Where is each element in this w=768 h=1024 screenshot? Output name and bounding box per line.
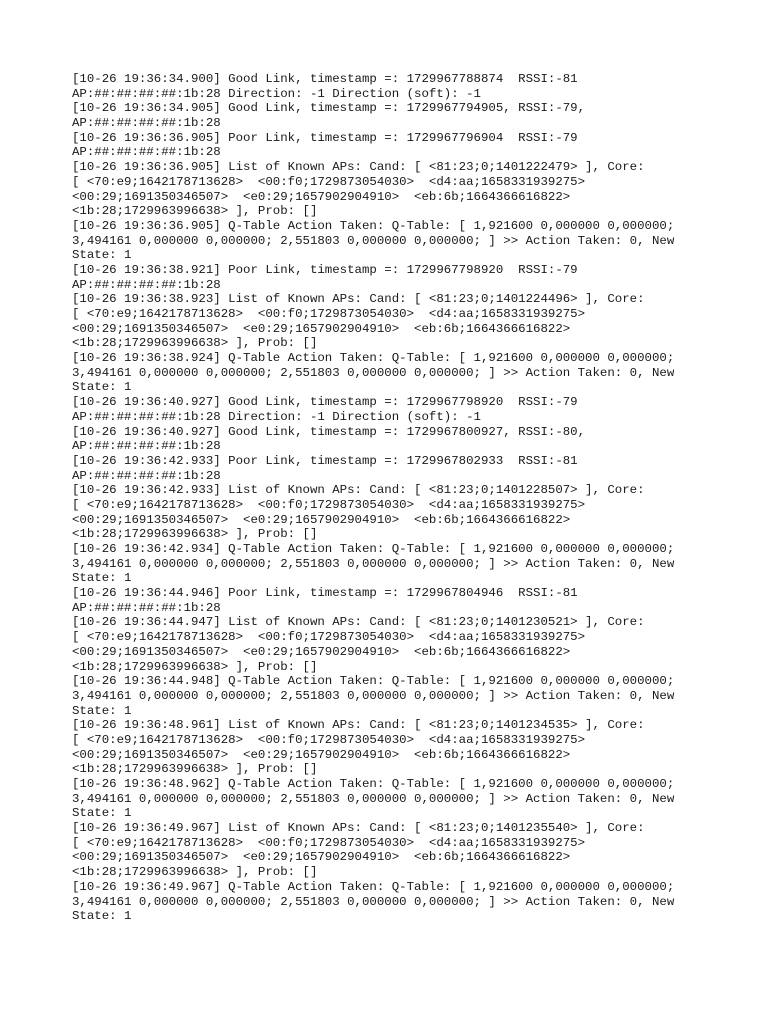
log-line: [10-26 19:36:44.948] Q-Table Action Taken: Q-Table: [ 1,921600 0,000000 0,000000; bbox=[72, 674, 675, 689]
log-line: <00:29;1691350346507> <e0:29;1657902904910> <eb:6b;1664366616822> bbox=[72, 850, 571, 865]
log-line: AP:##:##:##:##:1b:28 Direction: -1 Direction (soft): -1 bbox=[72, 409, 481, 424]
log-line: <1b:28;1729963996638> ], Prob: [] bbox=[72, 204, 318, 219]
log-line: [10-26 19:36:36.905] Q-Table Action Taken: Q-Table: [ 1,921600 0,000000 0,000000; bbox=[72, 218, 675, 233]
log-line: <1b:28;1729963996638> ], Prob: [] bbox=[72, 865, 318, 880]
log-line: AP:##:##:##:##:1b:28 bbox=[72, 600, 221, 615]
log-line: [10-26 19:36:38.924] Q-Table Action Taken: Q-Table: [ 1,921600 0,000000 0,000000; bbox=[72, 351, 675, 366]
log-line: 3,494161 0,000000 0,000000; 2,551803 0,000000 0,000000; ] >> Action Taken: 0, New bbox=[72, 791, 675, 806]
log-line: State: 1 bbox=[72, 909, 132, 924]
log-line: [10-26 19:36:38.921] Poor Link, timestamp =: 1729967798920 RSSI:-79 bbox=[72, 262, 578, 277]
log-line: 3,494161 0,000000 0,000000; 2,551803 0,000000 0,000000; ] >> Action Taken: 0, New bbox=[72, 556, 675, 571]
log-line: [10-26 19:36:36.905] Poor Link, timestamp =: 1729967796904 RSSI:-79 bbox=[72, 130, 578, 145]
log-line: 3,494161 0,000000 0,000000; 2,551803 0,000000 0,000000; ] >> Action Taken: 0, New bbox=[72, 688, 675, 703]
log-line: <00:29;1691350346507> <e0:29;1657902904910> <eb:6b;1664366616822> bbox=[72, 189, 571, 204]
log-line: <00:29;1691350346507> <e0:29;1657902904910> <eb:6b;1664366616822> bbox=[72, 321, 571, 336]
log-line: [10-26 19:36:34.905] Good Link, timestamp =: 1729967794905, RSSI:-79, bbox=[72, 101, 586, 116]
log-line: [10-26 19:36:48.962] Q-Table Action Taken: Q-Table: [ 1,921600 0,000000 0,000000; bbox=[72, 777, 675, 791]
log-line: State: 1 bbox=[72, 571, 132, 586]
log-line: <1b:28;1729963996638> ], Prob: [] bbox=[72, 336, 318, 351]
log-line: <00:29;1691350346507> <e0:29;1657902904910> <eb:6b;1664366616822> bbox=[72, 512, 571, 527]
log-line: [10-26 19:36:38.923] List of Known APs: Cand: [ <81:23;0;1401224496> ], Core: bbox=[72, 292, 645, 307]
log-line: AP:##:##:##:##:1b:28 bbox=[72, 116, 221, 131]
log-line: [ <70:e9;1642178713628> <00:f0;1729873054030> <d4:aa;1658331939275> bbox=[72, 307, 586, 321]
log-line: [10-26 19:36:40.927] Good Link, timestamp =: 1729967798920 RSSI:-79 bbox=[72, 395, 578, 410]
log-line: [10-26 19:36:40.927] Good Link, timestamp =: 1729967800927, RSSI:-80, bbox=[72, 424, 586, 439]
log-line: AP:##:##:##:##:1b:28 bbox=[72, 468, 221, 483]
log-line: <00:29;1691350346507> <e0:29;1657902904910> <eb:6b;1664366616822> bbox=[72, 747, 571, 762]
log-line: State: 1 bbox=[72, 806, 132, 821]
log-line: State: 1 bbox=[72, 703, 132, 718]
log-line: [ <70:e9;1642178713628> <00:f0;1729873054030> <d4:aa;1658331939275> bbox=[72, 835, 586, 850]
log-line: <1b:28;1729963996638> ], Prob: [] bbox=[72, 527, 318, 542]
log-line: [10-26 19:36:49.967] Q-Table Action Taken: Q-Table: [ 1,921600 0,000000 0,000000; bbox=[72, 879, 675, 894]
log-line: [ <70:e9;1642178713628> <00:f0;1729873054030> <d4:aa;1658331939275> bbox=[72, 174, 586, 189]
log-line: <1b:28;1729963996638> ], Prob: [] bbox=[72, 762, 318, 777]
log-line: AP:##:##:##:##:1b:28 bbox=[72, 439, 221, 454]
log-line: 3,494161 0,000000 0,000000; 2,551803 0,000000 0,000000; ] >> Action Taken: 0, New bbox=[72, 365, 675, 380]
log-line: [10-26 19:36:44.947] List of Known APs: Cand: [ <81:23;0;1401230521> ], Core: bbox=[72, 615, 645, 630]
log-line: [10-26 19:36:42.933] List of Known APs: Cand: [ <81:23;0;1401228507> ], Core: bbox=[72, 483, 645, 498]
log-line: [10-26 19:36:42.933] Poor Link, timestamp =: 1729967802933 RSSI:-81 bbox=[72, 453, 578, 468]
log-line: AP:##:##:##:##:1b:28 Direction: -1 Direction (soft): -1 bbox=[72, 86, 481, 101]
log-line: [10-26 19:36:44.946] Poor Link, timestamp =: 1729967804946 RSSI:-81 bbox=[72, 586, 578, 601]
log-line: [10-26 19:36:49.967] List of Known APs: Cand: [ <81:23;0;1401235540> ], Core: bbox=[72, 821, 645, 836]
log-text-block bbox=[72, 72, 696, 924]
log-line: 3,494161 0,000000 0,000000; 2,551803 0,000000 0,000000; ] >> Action Taken: 0, New bbox=[72, 233, 675, 248]
log-line: [ <70:e9;1642178713628> <00:f0;1729873054030> <d4:aa;1658331939275> bbox=[72, 732, 586, 747]
log-line: AP:##:##:##:##:1b:28 bbox=[72, 277, 221, 292]
log-line: [ <70:e9;1642178713628> <00:f0;1729873054030> <d4:aa;1658331939275> bbox=[72, 630, 586, 645]
log-line: [10-26 19:36:36.905] List of Known APs: Cand: [ <81:23;0;1401222479> ], Core: bbox=[72, 160, 645, 175]
log-line: AP:##:##:##:##:1b:28 bbox=[72, 145, 221, 160]
log-line: <1b:28;1729963996638> ], Prob: [] bbox=[72, 659, 318, 674]
log-line: [10-26 19:36:42.934] Q-Table Action Taken: Q-Table: [ 1,921600 0,000000 0,000000; bbox=[72, 542, 675, 556]
log-line: State: 1 bbox=[72, 248, 132, 263]
log-line: [10-26 19:36:34.900] Good Link, timestamp =: 1729967788874 RSSI:-81 bbox=[72, 72, 578, 86]
log-line: [ <70:e9;1642178713628> <00:f0;1729873054030> <d4:aa;1658331939275> bbox=[72, 497, 586, 512]
log-line: [10-26 19:36:48.961] List of Known APs: Cand: [ <81:23;0;1401234535> ], Core: bbox=[72, 718, 645, 733]
log-line: <00:29;1691350346507> <e0:29;1657902904910> <eb:6b;1664366616822> bbox=[72, 644, 571, 659]
log-line: 3,494161 0,000000 0,000000; 2,551803 0,000000 0,000000; ] >> Action Taken: 0, New bbox=[72, 894, 675, 909]
log-line: State: 1 bbox=[72, 380, 132, 395]
